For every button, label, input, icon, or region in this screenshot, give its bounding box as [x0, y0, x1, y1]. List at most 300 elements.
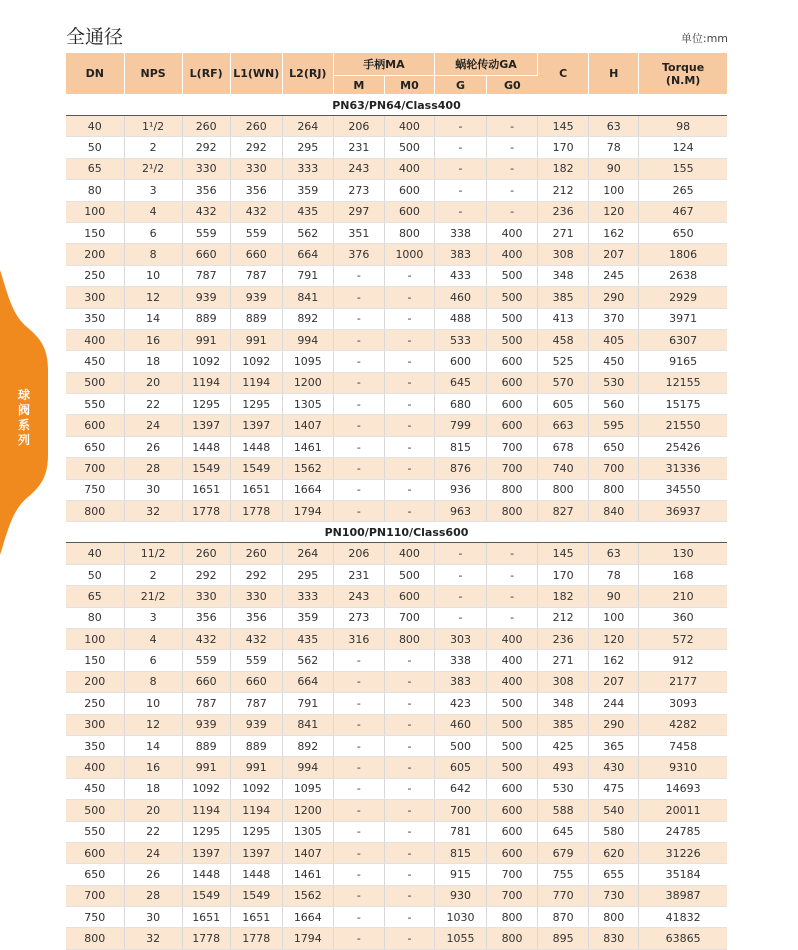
table-cell: 14	[124, 308, 182, 329]
table-cell: 936	[434, 479, 486, 500]
col-header-torque	[639, 53, 727, 95]
table-cell: 265	[639, 180, 727, 201]
table-cell: -	[434, 137, 486, 158]
table-cell: 264	[282, 116, 333, 137]
table-cell: 24	[124, 415, 182, 436]
table-cell: 2	[124, 564, 182, 585]
unit-label: 单位:mm	[680, 32, 728, 45]
table-cell: 359	[282, 607, 333, 628]
table-cell: 1095	[282, 351, 333, 372]
table-cell: 400	[384, 116, 434, 137]
table-cell: 200	[66, 244, 124, 265]
col-header-nps: NPS	[124, 53, 182, 95]
table-cell: 1407	[282, 842, 333, 863]
table-cell: 678	[538, 436, 589, 457]
table-cell: 800	[66, 928, 124, 949]
table-cell: 787	[230, 693, 282, 714]
table-cell: 600	[487, 351, 538, 372]
table-row	[66, 586, 727, 607]
table-cell: 1651	[230, 479, 282, 500]
table-cell: 423	[434, 693, 486, 714]
table-row	[66, 800, 727, 821]
table-row	[66, 137, 727, 158]
table-cell: 162	[589, 650, 639, 671]
table-row	[66, 735, 727, 756]
table-cell: 3	[124, 607, 182, 628]
table-cell: 18	[124, 351, 182, 372]
table-cell: 939	[182, 714, 230, 735]
table-cell: 1092	[182, 778, 230, 799]
table-cell: -	[333, 800, 384, 821]
table-cell: 14693	[639, 778, 727, 799]
table-cell: 450	[66, 778, 124, 799]
table-cell: 1806	[639, 244, 727, 265]
table-cell: 1778	[182, 928, 230, 949]
table-cell: 645	[434, 372, 486, 393]
table-cell: 432	[230, 628, 282, 649]
table-cell: 1651	[182, 907, 230, 928]
table-cell: -	[384, 735, 434, 756]
table-cell: 1030	[434, 907, 486, 928]
table-cell: -	[384, 265, 434, 286]
table-header	[66, 53, 727, 95]
table-cell: 1397	[230, 415, 282, 436]
table-cell: -	[384, 351, 434, 372]
table-cell: 889	[182, 735, 230, 756]
table-cell: 572	[639, 628, 727, 649]
table-cell: 525	[538, 351, 589, 372]
table-cell: -	[333, 351, 384, 372]
table-cell: 500	[487, 287, 538, 308]
table-cell: 1778	[230, 928, 282, 949]
table-cell: 1194	[182, 800, 230, 821]
table-cell: -	[384, 800, 434, 821]
table-cell: 295	[282, 137, 333, 158]
table-cell: 930	[434, 885, 486, 906]
table-cell: 14	[124, 735, 182, 756]
table-cell: 400	[487, 671, 538, 692]
table-cell: 500	[487, 265, 538, 286]
table-row	[66, 351, 727, 372]
table-row	[66, 607, 727, 628]
table-cell: 356	[230, 607, 282, 628]
table-cell: 663	[538, 415, 589, 436]
table-cell: 1448	[182, 864, 230, 885]
table-row	[66, 287, 727, 308]
table-cell: 1562	[282, 458, 333, 479]
table-cell: 700	[384, 607, 434, 628]
table-cell: 660	[182, 244, 230, 265]
table-cell: 250	[66, 693, 124, 714]
table-row	[66, 222, 727, 243]
table-row	[66, 244, 727, 265]
table-cell: -	[333, 501, 384, 522]
table-cell: 559	[230, 222, 282, 243]
table-cell: -	[384, 757, 434, 778]
table-cell: 4	[124, 628, 182, 649]
table-cell: -	[384, 778, 434, 799]
table-cell: 2177	[639, 671, 727, 692]
table-cell: 30	[124, 907, 182, 928]
table-cell: 170	[538, 137, 589, 158]
table-cell: 645	[538, 821, 589, 842]
table-cell: 740	[538, 458, 589, 479]
table-cell: 432	[182, 628, 230, 649]
table-cell: 500	[487, 714, 538, 735]
table-cell: 150	[66, 650, 124, 671]
table-cell: 655	[589, 864, 639, 885]
table-cell: 1461	[282, 436, 333, 457]
table-cell: 1794	[282, 501, 333, 522]
table-cell: 24785	[639, 821, 727, 842]
table-cell: 620	[589, 842, 639, 863]
table-cell: 500	[487, 693, 538, 714]
table-cell: 15175	[639, 394, 727, 415]
table-cell: 80	[66, 607, 124, 628]
table-cell: 791	[282, 693, 333, 714]
table-cell: -	[333, 693, 384, 714]
table-cell: 6307	[639, 329, 727, 350]
table-cell: 700	[487, 885, 538, 906]
table-row	[66, 543, 727, 564]
table-cell: 8	[124, 244, 182, 265]
table-cell: -	[333, 757, 384, 778]
table-cell: 400	[66, 329, 124, 350]
table-cell: -	[333, 885, 384, 906]
table-cell: 245	[589, 265, 639, 286]
table-cell: 700	[487, 864, 538, 885]
table-cell: 963	[434, 501, 486, 522]
table-cell: -	[384, 287, 434, 308]
torque-label: Torque	[662, 60, 705, 74]
table-row	[66, 564, 727, 585]
table-cell: 260	[230, 116, 282, 137]
table-cell: 350	[66, 308, 124, 329]
table-cell: 700	[589, 458, 639, 479]
table-cell: 870	[538, 907, 589, 928]
table-cell: 432	[182, 201, 230, 222]
table-cell: 300	[66, 287, 124, 308]
table-cell: 383	[434, 244, 486, 265]
table-cell: 32	[124, 501, 182, 522]
table-cell: 787	[182, 265, 230, 286]
table-cell: 26	[124, 436, 182, 457]
table-cell: 292	[230, 137, 282, 158]
table-cell: 264	[282, 543, 333, 564]
table-cell: 16	[124, 757, 182, 778]
table-cell: -	[333, 287, 384, 308]
table-cell: 21/2	[124, 586, 182, 607]
table-cell: 435	[282, 201, 333, 222]
table-cell: 16	[124, 329, 182, 350]
table-cell: 2¹/2	[124, 158, 182, 179]
table-cell: 787	[182, 693, 230, 714]
table-row	[66, 180, 727, 201]
table-cell: 800	[487, 479, 538, 500]
col-header-m: M	[333, 76, 384, 95]
table-cell: 1664	[282, 907, 333, 928]
table-cell: 330	[230, 586, 282, 607]
table-cell: 20	[124, 800, 182, 821]
table-cell: 939	[182, 287, 230, 308]
col-header-l2-rj: L2(RJ)	[282, 53, 333, 95]
table-cell: 100	[589, 607, 639, 628]
table-cell: 1397	[182, 842, 230, 863]
table-cell: 290	[589, 714, 639, 735]
table-cell: 600	[487, 842, 538, 863]
table-cell: 570	[538, 372, 589, 393]
table-cell: 500	[66, 800, 124, 821]
table-cell: 460	[434, 714, 486, 735]
table-cell: 3	[124, 180, 182, 201]
table-cell: 540	[589, 800, 639, 821]
table-cell: 303	[434, 628, 486, 649]
table-cell: 1794	[282, 928, 333, 949]
table-cell: 6	[124, 222, 182, 243]
table-cell: -	[487, 543, 538, 564]
table-cell: 830	[589, 928, 639, 949]
table-cell: 182	[538, 158, 589, 179]
table-row	[66, 693, 727, 714]
table-cell: 400	[384, 543, 434, 564]
table-cell: 36937	[639, 501, 727, 522]
table-cell: 30	[124, 479, 182, 500]
table-cell: -	[333, 778, 384, 799]
table-cell: -	[384, 436, 434, 457]
table-cell: 1194	[182, 372, 230, 393]
table-cell: 145	[538, 543, 589, 564]
table-cell: 892	[282, 735, 333, 756]
table-cell: 600	[487, 415, 538, 436]
table-cell: 533	[434, 329, 486, 350]
table-cell: 450	[589, 351, 639, 372]
table-cell: 18	[124, 778, 182, 799]
table-cell: 432	[230, 201, 282, 222]
table-cell: -	[384, 308, 434, 329]
table-cell: 650	[66, 864, 124, 885]
table-cell: 1651	[230, 907, 282, 928]
table-cell: -	[384, 907, 434, 928]
table-cell: 700	[487, 436, 538, 457]
table-cell: -	[434, 543, 486, 564]
table-cell: 350	[66, 735, 124, 756]
table-cell: 600	[434, 351, 486, 372]
section-header-row	[66, 522, 727, 543]
table-cell: 600	[487, 778, 538, 799]
table-cell: 460	[434, 287, 486, 308]
table-cell: 100	[589, 180, 639, 201]
table-cell: 750	[66, 907, 124, 928]
table-cell: 435	[282, 628, 333, 649]
table-cell: 700	[487, 458, 538, 479]
table-cell: -	[384, 821, 434, 842]
col-header-gear: 蜗轮传动GA	[434, 53, 537, 76]
table-cell: 664	[282, 244, 333, 265]
table-cell: 330	[182, 158, 230, 179]
table-cell: 800	[66, 501, 124, 522]
table-cell: 1295	[182, 821, 230, 842]
table-cell: 600	[384, 180, 434, 201]
table-cell: 38987	[639, 885, 727, 906]
table-row	[66, 650, 727, 671]
table-row	[66, 372, 727, 393]
table-cell: 1651	[182, 479, 230, 500]
table-cell: 400	[487, 628, 538, 649]
table-cell: 28	[124, 458, 182, 479]
table-cell: -	[384, 394, 434, 415]
table-cell: 660	[230, 671, 282, 692]
table-cell: 800	[589, 479, 639, 500]
table-cell: 1448	[230, 436, 282, 457]
table-cell: -	[333, 864, 384, 885]
table-cell: 800	[487, 907, 538, 928]
table-cell: -	[384, 693, 434, 714]
table-cell: 642	[434, 778, 486, 799]
table-cell: -	[384, 501, 434, 522]
table-row	[66, 671, 727, 692]
table-row	[66, 778, 727, 799]
table-cell: 939	[230, 287, 282, 308]
torque-unit: (N.M)	[665, 73, 701, 87]
table-cell: 40	[66, 543, 124, 564]
table-row	[66, 714, 727, 735]
table-cell: 660	[230, 244, 282, 265]
table-cell: 50	[66, 564, 124, 585]
table-cell: 800	[589, 907, 639, 928]
table-row	[66, 436, 727, 457]
table-cell: 162	[589, 222, 639, 243]
table-cell: 130	[639, 543, 727, 564]
table-cell: 433	[434, 265, 486, 286]
table-cell: 889	[182, 308, 230, 329]
table-cell: -	[487, 116, 538, 137]
table-cell: 800	[487, 928, 538, 949]
table-cell: -	[333, 415, 384, 436]
table-cell: 755	[538, 864, 589, 885]
table-cell: 100	[66, 201, 124, 222]
table-cell: 458	[538, 329, 589, 350]
table-cell: 244	[589, 693, 639, 714]
table-cell: 80	[66, 180, 124, 201]
table-cell: 210	[639, 586, 727, 607]
table-cell: 800	[384, 222, 434, 243]
table-cell: 840	[589, 501, 639, 522]
table-cell: -	[384, 928, 434, 949]
table-cell: 815	[434, 842, 486, 863]
table-cell: 20	[124, 372, 182, 393]
table-cell: 338	[434, 650, 486, 671]
table-cell: 200	[66, 671, 124, 692]
table-row	[66, 201, 727, 222]
table-cell: 1000	[384, 244, 434, 265]
table-cell: 876	[434, 458, 486, 479]
table-cell: 600	[487, 372, 538, 393]
table-row	[66, 928, 727, 949]
table-cell: 385	[538, 287, 589, 308]
side-tab-label: 球阀系列	[17, 388, 30, 447]
table-cell: 679	[538, 842, 589, 863]
table-cell: 351	[333, 222, 384, 243]
table-cell: 333	[282, 586, 333, 607]
table-cell: 26	[124, 864, 182, 885]
table-cell: 360	[639, 607, 727, 628]
table-cell: 50	[66, 137, 124, 158]
table-cell: 1778	[182, 501, 230, 522]
table-cell: 231	[333, 137, 384, 158]
table-cell: 1194	[230, 800, 282, 821]
table-cell: 799	[434, 415, 486, 436]
table-cell: 500	[434, 735, 486, 756]
table-cell: -	[434, 586, 486, 607]
table-cell: 660	[182, 671, 230, 692]
table-cell: 550	[66, 394, 124, 415]
table-cell: -	[333, 394, 384, 415]
table-cell: 915	[434, 864, 486, 885]
section-header-row	[66, 95, 727, 116]
table-cell: 348	[538, 693, 589, 714]
table-cell: 12155	[639, 372, 727, 393]
table-cell: 1295	[230, 821, 282, 842]
table-cell: 400	[384, 158, 434, 179]
table-cell: 356	[182, 180, 230, 201]
table-cell: -	[384, 479, 434, 500]
table-cell: -	[333, 714, 384, 735]
table-cell: 348	[538, 265, 589, 286]
table-cell: 295	[282, 564, 333, 585]
table-cell: 359	[282, 180, 333, 201]
table-cell: -	[487, 586, 538, 607]
table-cell: 680	[434, 394, 486, 415]
table-cell: 841	[282, 714, 333, 735]
col-header-m0: M0	[384, 76, 434, 95]
table-cell: -	[487, 137, 538, 158]
table-cell: -	[333, 821, 384, 842]
table-cell: -	[384, 329, 434, 350]
table-cell: 664	[282, 671, 333, 692]
table-cell: 90	[589, 586, 639, 607]
dimension-table	[66, 53, 727, 950]
table-cell: 40	[66, 116, 124, 137]
table-cell: 500	[384, 137, 434, 158]
table-cell: 1664	[282, 479, 333, 500]
table-cell: 2	[124, 137, 182, 158]
table-row	[66, 821, 727, 842]
table-cell: 500	[487, 308, 538, 329]
table-cell: 168	[639, 564, 727, 585]
table-cell: 273	[333, 180, 384, 201]
table-cell: 800	[538, 479, 589, 500]
table-cell: 124	[639, 137, 727, 158]
table-cell: 290	[589, 287, 639, 308]
table-cell: 1055	[434, 928, 486, 949]
section-title: PN63/PN64/Class400	[66, 95, 727, 116]
table-cell: 243	[333, 158, 384, 179]
table-cell: 385	[538, 714, 589, 735]
table-cell: 250	[66, 265, 124, 286]
table-cell: 212	[538, 180, 589, 201]
table-cell: 231	[333, 564, 384, 585]
table-cell: 500	[384, 564, 434, 585]
table-cell: 787	[230, 265, 282, 286]
col-header-c: C	[538, 53, 589, 95]
table-cell: 273	[333, 607, 384, 628]
table-cell: -	[333, 372, 384, 393]
table-cell: 9310	[639, 757, 727, 778]
table-cell: 405	[589, 329, 639, 350]
table-cell: 4	[124, 201, 182, 222]
table-cell: 791	[282, 265, 333, 286]
table-cell: -	[333, 907, 384, 928]
